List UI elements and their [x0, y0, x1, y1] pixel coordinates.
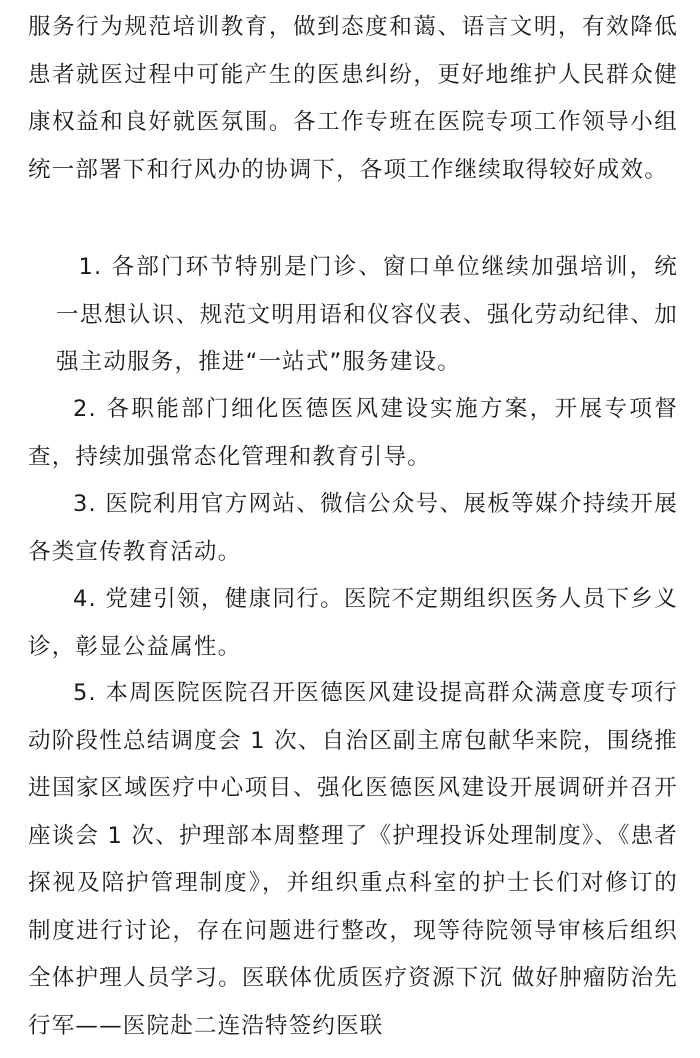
paragraph-intro: 服务行为规范培训教育，做到态度和蔼、语言文明，有效降低患者就医过程中可能产生的医患纠纷，更好地维护人民群众健康权益和良好就医氛围。各工作专班在医院专项工作领导小组统一部署下和行风办的协调下，各项工作继续取得较好成效。	[28, 14, 678, 183]
paragraph-item-1: 1. 各部门环节特别是门诊、窗口单位继续加强培训，统一思想认识、规范文明用语和仪容仪表、强化劳动纪律、加强主动服务，推进“一站式”服务建设。	[56, 254, 678, 375]
paragraph-item-2: 2. 各职能部门细化医德医风建设实施方案，开展专项督查，持续加强常态化管理和教育引导。	[28, 396, 678, 470]
paragraph-item-3: 3. 医院利用官方网站、微信公众号、展板等媒介持续开展各类宣传教育活动。	[28, 491, 678, 565]
paragraph-item-5: 5. 本周医院医院召开医德医风建设提高群众满意度专项行动阶段性总结调度会 1 次、自治区副主席包献华来院，围绕推进国家区域医疗中心项目、强化医德医风建设开展调研并召开座谈会 1 次、护理部本周整理了《护理投诉处理制度》、《患者探视及陪护管理制度》，并组织重点科室的护士长们对修订的制度进行讨论，存在问题进行整改，现等待院领导审核后组织全体护理人员学习。医联体优质医疗资源下沉 做好肿瘤防治先行军——医院赴二连浩特签约医联	[28, 680, 678, 1039]
paragraph-item-4: 4. 党建引领，健康同行。医院不定期组织医务人员下乡义诊，彰显公益属性。	[28, 586, 678, 660]
